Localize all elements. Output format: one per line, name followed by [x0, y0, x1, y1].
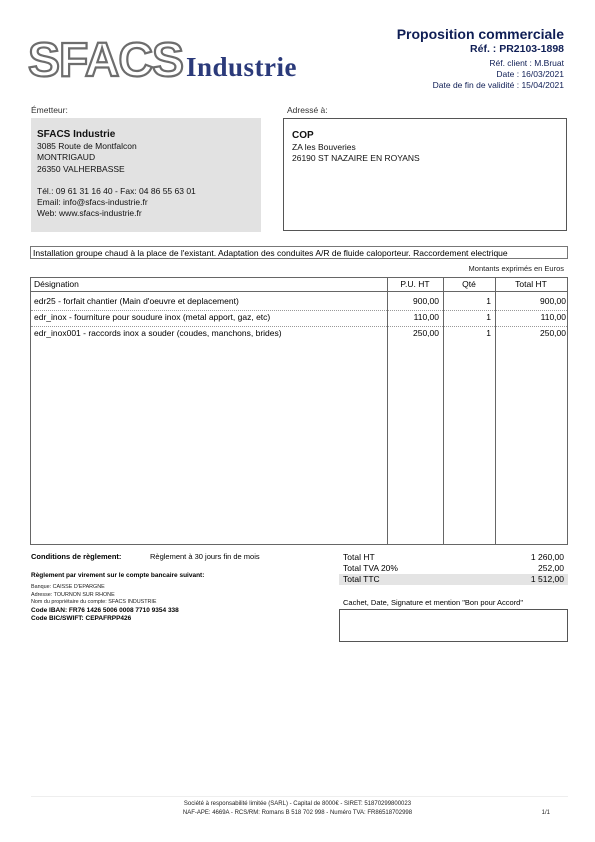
iban-code: Code IBAN: FR76 1426 5006 0008 7710 9354 338	[31, 607, 179, 614]
recipient-address2: 26190 ST NAZAIRE EN ROYANS	[292, 153, 420, 164]
emitter-address2: MONTRIGAUD	[37, 152, 96, 163]
bank-address: Adresse: TOURNON SUR RHONE	[31, 592, 115, 598]
row-total: 250,00	[540, 328, 566, 338]
total-tva-label: Total TVA 20%	[343, 563, 398, 573]
company-logo	[28, 30, 318, 90]
recipient-label: Adressé à:	[287, 105, 328, 115]
payment-conditions-value: Règlement à 30 jours fin de mois	[150, 552, 260, 561]
emitter-email: Email: info@sfacs-industrie.fr	[37, 197, 148, 208]
bank-transfer-title: Règlement par virement sur le compte bancaire suivant:	[31, 572, 205, 579]
total-ttc-row	[339, 574, 568, 585]
total-ht-value: 1 260,00	[530, 552, 564, 562]
emitter-address1: 3085 Route de Montfalcon	[37, 141, 137, 151]
bic-code: Code BIC/SWIFT: CEPAFRPP426	[31, 615, 132, 622]
emitter-phone: Tél.: 09 61 31 16 40 - Fax: 04 86 55 63 01	[37, 185, 196, 196]
total-tva-value: 252,00	[538, 563, 564, 573]
sfacs-logo-mark	[28, 30, 188, 90]
row-qty: 1	[486, 296, 491, 306]
signature-label: Cachet, Date, Signature et mention "Bon pour Accord"	[343, 598, 524, 607]
total-tva-row	[339, 563, 568, 574]
emitter-name: SFACS Industrie	[37, 129, 116, 140]
total-ht-label: Total HT	[343, 552, 375, 562]
row-qty: 1	[486, 328, 491, 338]
header-unit-price: P.U. HT	[400, 279, 430, 289]
logo-mark-text: SFACS	[28, 34, 184, 87]
row-designation: edr_inox001 - raccords inox a souder (coudes, manchons, brides)	[34, 328, 282, 338]
items-table	[30, 277, 568, 545]
validity-date: Date de fin de validité : 15/04/2021	[432, 80, 564, 90]
row-unit-price: 110,00	[413, 312, 439, 322]
emitter-label: Émetteur:	[31, 105, 68, 115]
total-ttc-label: Total TTC	[343, 574, 380, 584]
row-total: 900,00	[540, 296, 566, 306]
header-qty: Qté	[462, 279, 476, 289]
document-title: Proposition commerciale	[396, 26, 564, 42]
recipient-address1: ZA les Bouveries	[292, 142, 356, 152]
proposal-description: Installation groupe chaud à la place de l'existant. Adaptation des conduites A/R de fluide caloporteur. Raccordement electrique	[30, 246, 568, 259]
table-row	[31, 294, 567, 311]
currency-note: Montants exprimés en Euros	[468, 264, 564, 273]
payment-conditions-label: Conditions de règlement:	[31, 552, 122, 561]
document-date: Date : 16/03/2021	[496, 69, 564, 79]
client-reference: Réf. client : M.Bruat	[489, 58, 564, 68]
emitter-web: Web: www.sfacs-industrie.fr	[37, 208, 142, 219]
recipient-name: COP	[292, 130, 314, 141]
footer-divider	[31, 796, 568, 797]
page-number: 1/1	[541, 810, 550, 816]
footer-legal-line2: NAF-APE: 4669A - RCS/RM: Romans B 518 702 998 - Numéro TVA: FR86518702998	[182, 810, 413, 816]
row-designation: edr_inox - fourniture pour soudure inox (metal apport, gaz, etc)	[34, 312, 271, 322]
emitter-block	[31, 118, 261, 232]
total-ttc-value: 1 512,00	[530, 574, 564, 584]
header-designation: Désignation	[34, 279, 79, 289]
document-reference: Réf. : PR2103-1898	[470, 43, 564, 55]
logo-industrie-text: Industrie	[186, 52, 298, 82]
row-unit-price: 900,00	[413, 296, 439, 306]
total-ht-row	[339, 552, 568, 563]
footer-legal-line1: Société à responsabilité limitée (SARL) - Capital de 8000€ - SIRET: 51870299800023	[183, 801, 412, 807]
totals-block	[339, 552, 568, 585]
row-total: 110,00	[540, 312, 566, 322]
bank-name: Banque: CAISSE D'EPARGNE	[31, 584, 105, 590]
account-owner: Nom du propriétaire du compte: SFACS INDUSTRIE	[31, 599, 157, 605]
row-designation: edr25 - forfait chantier (Main d'oeuvre et deplacement)	[34, 296, 239, 306]
recipient-block	[283, 118, 567, 231]
header-total: Total HT	[515, 279, 547, 289]
row-unit-price: 250,00	[413, 328, 439, 338]
table-row	[31, 326, 567, 342]
signature-box[interactable]	[339, 609, 568, 642]
emitter-address3: 26350 VALHERBASSE	[37, 163, 125, 174]
row-qty: 1	[486, 312, 491, 322]
table-row	[31, 310, 567, 327]
table-header	[31, 278, 567, 292]
